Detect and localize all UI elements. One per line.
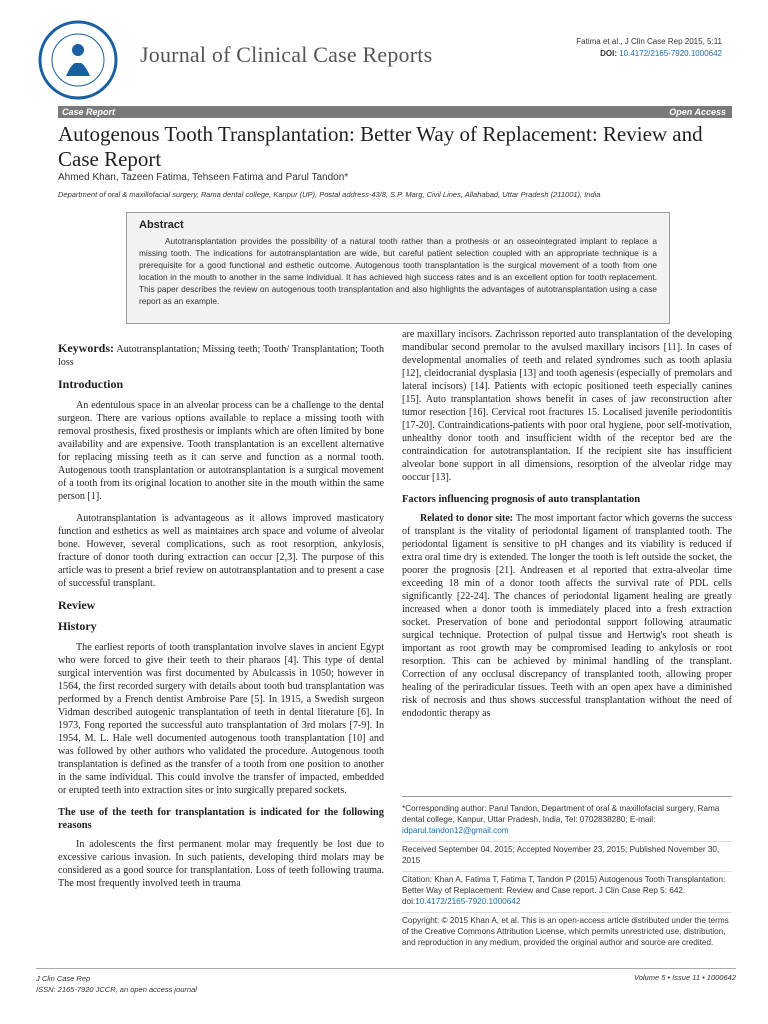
use-heading: The use of the teeth for transplantation is indicated for the following reasons — [58, 807, 384, 831]
citation-header — [576, 36, 722, 60]
keywords: Keywords: Autotransplantation; Missing teeth; Tooth/ Transplantation; Tooth loss — [58, 341, 384, 368]
article-type-label: Case Report — [62, 107, 116, 117]
citation-note: Citation: Khan A, Fatima T, Fatima T, Tandon P (2015) Autogenous Tooth Transplantation: Better Way of Replacement: Review and Case report. J Clin Case Rep 5: 642. doi:10.4172/2165-7920.1000642 — [402, 872, 732, 913]
right-paragraph-1: are maxillary incisors. Zachrisson reported auto transplantation of the developing mandibular second premolar to the avulsed maxillary incisors [11]. In cases of developmental anomalies of teeth and related syndromes such as tooth aplasia [12], cleidocranial dysplasia [13] and tooth agenesis (especially of premolars and lateral incisors) [14]. Patients with ectopic positioned teeth especially canines [15]. Auto transplantation shows benefit in cases of jaw reconstruction after tumor resection [16]. Cervical root fractures 15. Localised juvenile periodontitis [17-20]. Contraindications-patients with poor oral hygiene, poor self-motivation, unhealthy donor tooth and insufficient width of the receptor bed are the contraindication for autotransplantation. If the recipient site has insufficient alveolar bone support in all dimensions, resorption of the alveolar ridge may ooccur [13]. — [402, 329, 732, 483]
doi-link[interactable]: 10.4172/2165-7920.1000642 — [619, 49, 722, 58]
article-title: Autogenous Tooth Transplantation: Better Way of Replacement: Review and Case Report — [58, 122, 703, 171]
citation-line: Fatima et al., J Clin Case Rep 2015, 5:11 — [576, 37, 722, 46]
intro-paragraph-1: An edentulous space in an alveolar process can be a challenge to the dental surgeon. There are various options available to replace a missing tooth with removal prosthesis, fixed prosthesis or implants which are often limited by bone availability and are expensive. Tooth transplantation is an excellent alternative for replacing missing teeth as it can serve and function as a normal tooth. Autogenous tooth transplantation or autotransplantation is a surgical movement of a tooth from its original location to another site in the mouth within the same person [1]. — [58, 400, 384, 502]
received-dates: Received September 04, 2015; Accepted November 23, 2015; Published November 30, 2015 — [402, 842, 732, 872]
history-paragraph: The earliest reports of tooth transplantation involve slaves in ancient Egypt who were forced to give their teeth to their pharaos [4]. This type of dental surgical intervention was first documented by Abulcassis in 1050; however in 1564, the first recorded surgery with details about tooth bud transplantation was performed by a French dentist Ambroise Pare [5]. In 1915, a Swedish surgeon Vidman described autogenic transplantation of teeth in dental literature [6]. In 1973, Fong reported the successful auto transplantation of 3rd molars [7-9]. In 1954, M. L. Hale well documented autogenous tooth transplantation [10] and was followed by other authors who validated the procedure. Autogenous tooth transplantation is defined as the transfer of a tooth from one position to another in the same individual. This could involve the transfer of impacted, embedded or erupted teeth into extraction sites or into surgically prepared sockets. — [58, 642, 384, 796]
abstract-heading: Abstract — [139, 219, 184, 231]
review-heading: Review — [58, 598, 96, 612]
authors: Ahmed Khan, Tazeen Fatima, Tehseen Fatima and Parul Tandon* — [58, 172, 349, 183]
abstract-box — [126, 212, 670, 324]
intro-paragraph-2: Autotransplantation is advantageous as it allows improved masticatory function and esthetics as well as maintaines arch space and volume of alveolar bone. However, several complications, such as root resorption, ankylosis, fracture of donor tooth during extraction can occur [2,3]. The purpose of this article was to present a brief review on autotransplantation and to present a case of successful transplant. — [58, 513, 384, 589]
donor-paragraph: Related to donor site: The most important factor which governs the success of transplant is the vitality of periodontal ligament of transplanted tooth. The periodontal ligament is sensitive to pH changes and its viability is reduced if extra oral time dry is extended. The longer the tooth is left outside the socket, the poorer the prognosis [21]. Andreasen et al reported that extra-alveolar time exceeding 18 min of a donor tooth affects the survival rate of PDL cells significantly [22-24]. The chances of periodontal ligament healing are greatly increased when a donor tooth is immediately placed into a fresh extraction socket. Preservation of bone and periodontal support following atraumatic surgical technique. Protection of pulpal tissue and Hertwig's root sheath is important as root growth may be compromised leading to ankylosis or root resorption. This can be achieved by minimal handling of the transplant. Correction of any occlusal discrepancy of transplanted tooth, allowing proper healing of the periradicular tissues. Teeth with an open apex have a diminished risk of necrosis and thus shows successful transplantation without the need of endodontic therapy as — [402, 513, 732, 719]
affiliation: Department of oral & maxillofacial surgery, Rama dental college, Kanpur (UP), Postal address-43/8, S.P. Marg, Civil Lines, Allahabad, Uttar Pradesh (211001), India — [58, 190, 601, 199]
journal-title: Journal of Clinical Case Reports — [140, 42, 433, 67]
citation-doi-link[interactable]: 10.4172/2165-7920.1000642 — [415, 897, 521, 906]
email-link[interactable]: idparul.tandon12@gmail.com — [402, 826, 509, 835]
use-paragraph: In adolescents the first permanent molar may frequently be lost due to excessive carious invasion. In such patients, developing third molars may be considered as a good source for transplantation. Loss of teeth following trauma. The most frequently involved teeth in trauma — [58, 839, 384, 889]
doi-line: DOI: 10.4172/2165-7920.1000642 — [600, 49, 722, 58]
open-access-label: Open Access — [669, 107, 726, 117]
footer-left — [36, 973, 197, 995]
history-heading: History — [58, 619, 97, 633]
left-column — [58, 342, 384, 899]
introduction-heading: Introduction — [58, 377, 124, 391]
article-type-bar — [58, 106, 732, 118]
right-column — [402, 328, 732, 729]
journal-logo — [36, 18, 120, 102]
copyright-note: Copyright: © 2015 Khan A, et al. This is an open-access article distributed under the terms of the Creative Commons Attribution License, which permits unrestricted use, distribution, and reproduction in any medium, provided the original author and source are credited. — [402, 916, 729, 947]
article-notes — [402, 796, 732, 953]
abstract-text: Autotransplantation provides the possibility of a natural tooth rather than a prothesis or an osseointegrated implant to replace a missing tooth. The indications for autotransplantation are wide, but careful patient selection coupled with an appropriate technique is a prerequisite for a good functional and esthetic outcome. Autogenous tooth transplantation is the surgical movement of a tooth from one location in the mouth to another in the same individual. It has achieved high success rates and is an excellent option for tooth replacement. This paper describes the review on autogenous tooth transplantation and also highlights the advantages of autotransplantation using a case report as an example. — [139, 236, 657, 306]
footer-issn: ISSN: 2165-7920 JCCR, an open access journal — [36, 985, 197, 994]
factors-heading: Factors influencing prognosis of auto transplantation — [402, 494, 641, 505]
page-footer — [36, 968, 736, 1009]
corresponding-author: *Corresponding author: Parul Tandon, Department of oral & maxillofacial surgery, Rama dental college, Kanpur, Uttar Pradesh, India, Tel: 0702838280; E-mail: idparul.tandon12@gmail.com — [402, 801, 732, 842]
footer-volume: Volume 5 • Issue 11 • 1000642 — [634, 973, 736, 982]
footer-journal: J Clin Case Rep — [36, 974, 91, 983]
